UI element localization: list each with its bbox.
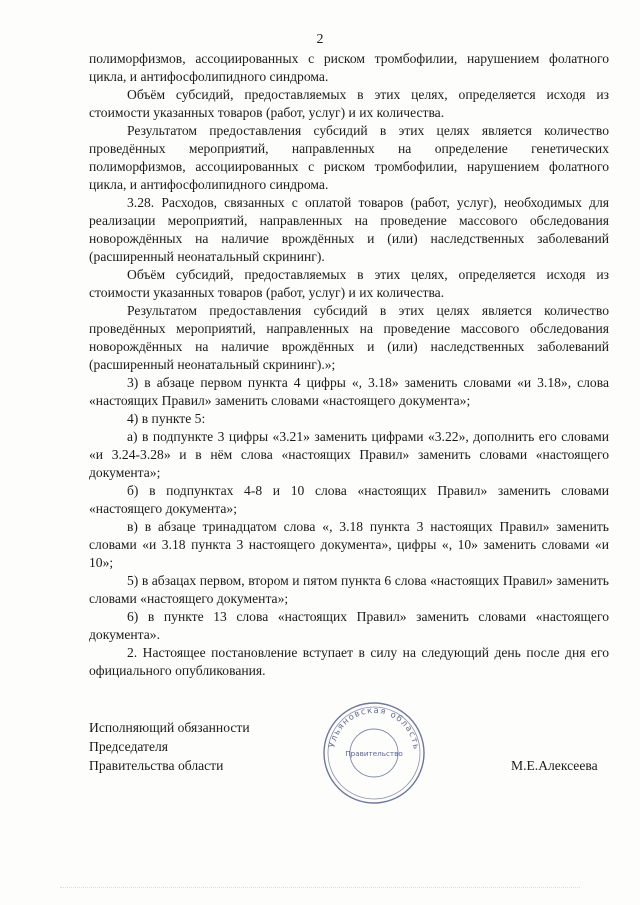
paragraph: 2. Настоящее постановление вступает в силу на следующий день после дня его официального опубликования. bbox=[89, 645, 609, 678]
paragraph: 5) в абзацах первом, втором и пятом пункта 6 слова «настоящих Правил» заменить словами «настоящего документа»; bbox=[89, 573, 609, 606]
paragraph: б) в подпунктах 4-8 и 10 слова «настоящих Правил» заменить словами «настоящего документа»; bbox=[89, 483, 609, 516]
document-body bbox=[89, 50, 609, 680]
paragraph: Результатом предоставления субсидий в этих целях является количество проведённых мероприятий, направленных на проведение массового обследования новорождённых на наличие врождённых и (или) наследственных заболеваний (расширенный неонатальный скрининг).»; bbox=[89, 303, 609, 372]
signatory-title-line-1: Исполняющий обязанности bbox=[89, 720, 250, 735]
signatory-title-line-3: Правительства области bbox=[89, 758, 224, 773]
signature-block bbox=[89, 705, 619, 798]
paragraph: 3.28. Расходов, связанных с оплатой товаров (работ, услуг), необходимых для реализации мероприятий, направленных на проведение массового обследования новорождённых на наличие врождённых и (или) наследственных заболеваний (расширенный неонатальный скрининг). bbox=[89, 195, 609, 264]
svg-text:Правительство: Правительство bbox=[345, 749, 403, 758]
svg-text:Ульяновская область: Ульяновская область bbox=[327, 705, 421, 752]
paragraph: полиморфизмов, ассоциированных с риском тромбофилии, нарушением фолатного цикла, и антифосфолипидного синдрома. bbox=[89, 51, 609, 84]
paragraph: 4) в пункте 5: bbox=[127, 411, 206, 426]
paragraph: Объём субсидий, предоставляемых в этих целях, определяется исходя из стоимости указанных товаров (работ, услуг) и их количества. bbox=[89, 87, 609, 120]
page-number: 2 bbox=[316, 32, 324, 47]
official-seal-stamp bbox=[319, 698, 429, 808]
paragraph: 6) в пункте 13 слова «настоящих Правил» заменить словами «настоящего документа». bbox=[89, 609, 609, 642]
signatory-title-line-2: Председателя bbox=[89, 739, 169, 754]
paragraph: Результатом предоставления субсидий в этих целях является количество проведённых мероприятий, направленных на определение генетических полиморфизмов, ассоциированных с риском тромбофилии, нарушением фолатного цикла, и антифосфолипидного синдрома. bbox=[89, 123, 609, 192]
scan-artifact-line bbox=[60, 887, 580, 892]
paragraph: а) в подпункте 3 цифры «3.21» заменить цифрами «3.22», дополнить его словами «и 3.24-3.28» и в нём слова «настоящих Правил» заменить словами «настоящего документа»; bbox=[89, 429, 609, 480]
signatory-name: М.Е.Алексеева bbox=[511, 758, 598, 773]
paragraph: 3) в абзаце первом пункта 4 цифры «, 3.18» заменить словами «и 3.18», слова «настоящих Правил» заменить словами «настоящего документа»; bbox=[89, 375, 609, 408]
paragraph: Объём субсидий, предоставляемых в этих целях, определяется исходя из стоимости указанных товаров (работ, услуг) и их количества. bbox=[89, 267, 609, 300]
paragraph: в) в абзаце тринадцатом слова «, 3.18 пункта 3 настоящих Правил» заменить словами «и 3.18 пункта 3 настоящего документа», цифры «, 10» заменить словами «и 10»; bbox=[89, 519, 609, 570]
